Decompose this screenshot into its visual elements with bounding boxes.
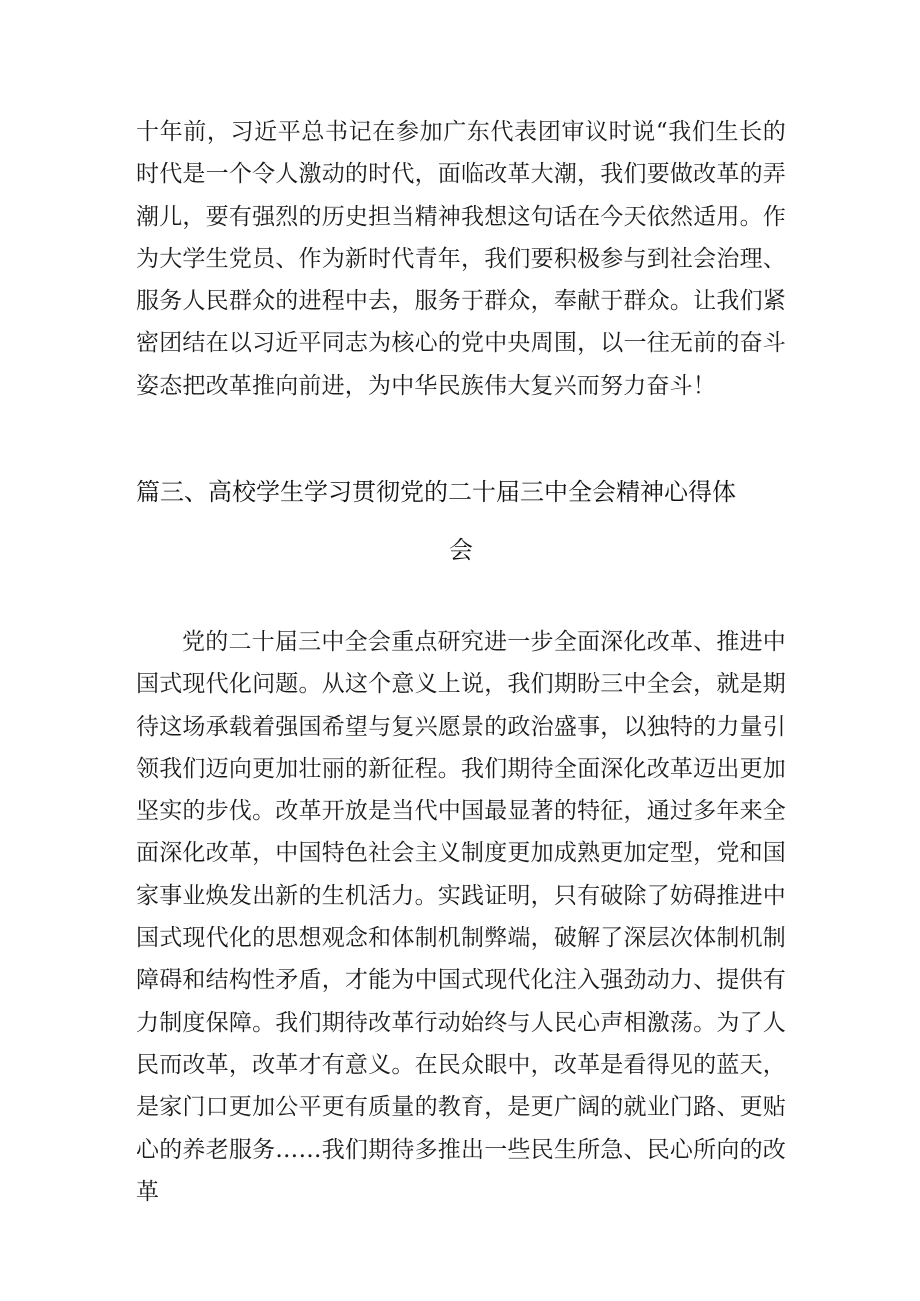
section-heading [136,470,786,572]
body-paragraph-2: 党的二十届三中全会重点研究进一步全面深化改革、推进中国式现代化问题。从这个意义上说，我们期盼三中全会，就是期待这场承载着强国希望与复兴愿景的政治盛事，以独特的力量引领我们迈向更加壮丽的新征程。我们期待全面深化改革迈出更加坚实的步伐。改革开放是当代中国最显著的特征，通过多年来全面深化改革，中国特色社会主义制度更加成熟更加定型，党和国家事业焕发出新的生机活力。实践证明，只有破除了妨碍推进中国式现代化的思想观念和体制机制弊端，破解了深层次体制机制障碍和结构性矛盾，才能为中国式现代化注入强劲动力、提供有力制度保障。我们期待改革行动始终与人民心声相激荡。为了人民而改革，改革才有意义。在民众眼中，改革是看得见的蓝天，是家门口更加公平更有质量的教育，是更广阔的就业门路、更贴心的养老服务……我们期待多推出一些民生所急、民心所向的改革 [136,629,786,1205]
body-paragraph-1: 十年前，习近平总书记在参加广东代表团审议时说“我们生长的时代是一个令人激动的时代，面临改革大潮，我们要做改革的弄潮儿，要有强烈的历史担当精神我想这句话在今天依然适用。作为大学生党员、作为新时代青年，我们要积极参与到社会治理、服务人民群众的进程中去，服务于群众，奉献于群众。让我们紧密团结在以习近平同志为核心的党中央周围，以一往无前的奋斗姿态把改革推向前进，为中华民族伟大复兴而努力奋斗！ [136,119,786,399]
section-heading-line-1: 篇三、高校学生学习贯彻党的二十届三中全会精神心得体 [136,478,736,506]
section-heading-line-2: 会 [449,536,473,564]
